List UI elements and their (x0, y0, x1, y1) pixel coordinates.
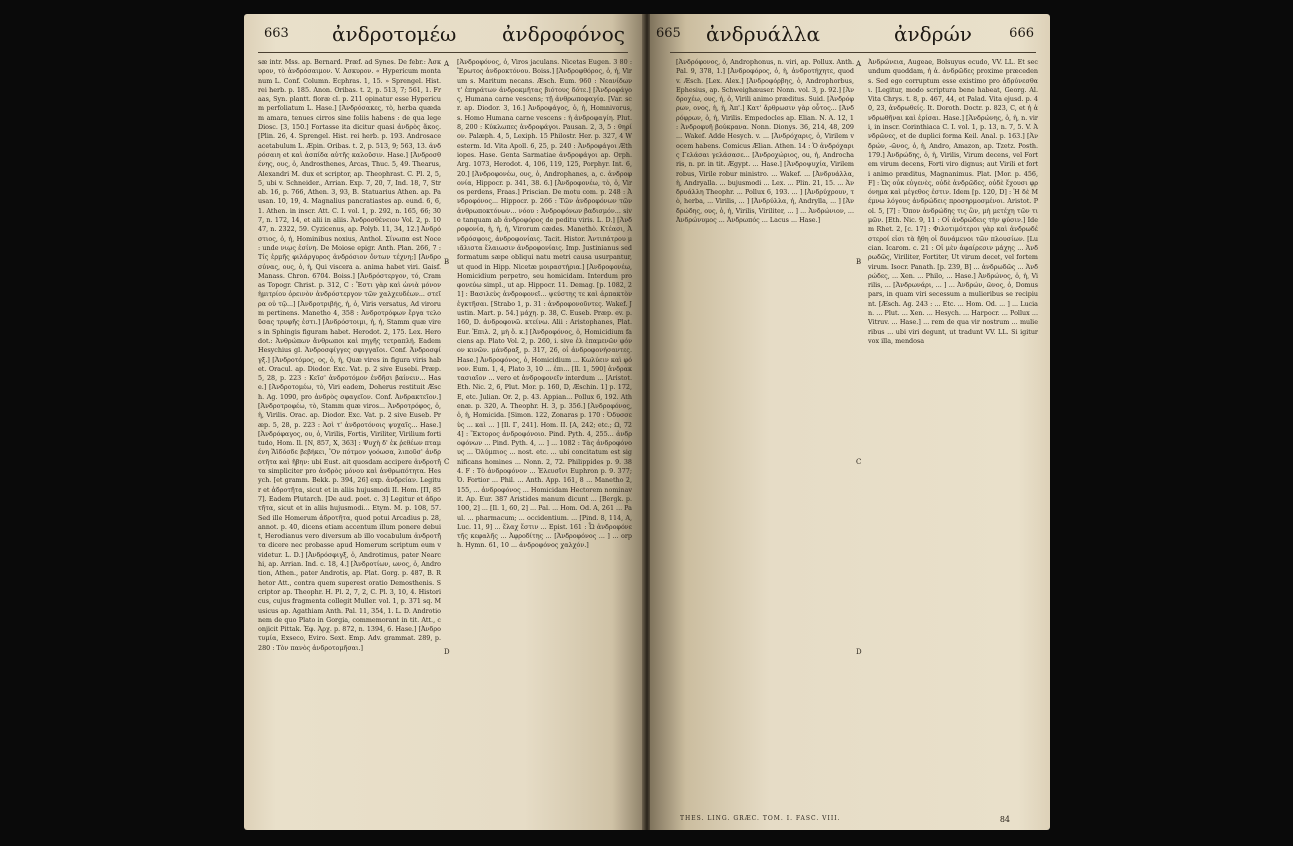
header-rule (670, 52, 1036, 53)
column-marker: C (444, 458, 450, 466)
column-marker: A (856, 60, 862, 68)
dictionary-text: [Ἀνδροφόνος, ὁ, Viros jaculans. Nicetas Eugen. 3 80 : Ἔρωτος ἀνδροκτόνου. Boiss.] [Ἀνδροφθόρος, ὁ, ἡ, Virum s. Maritum necans. Æsch. Eum. 960 : Νεανίδων τ' ἐπηράτων ἀνδροκμῆτας βιότους δότε.] [Ἀνδροφάγος, Humana carne vescens; τῇ ἀνθρωποφαγίᾳ. [Var. scr. ap. Diodor. 3, 16.] Ἀνδροφάγος, ὁ, ἡ, Homnivorus, s. Homo Humana carne vescens : ἡ ἀνδροφαγίη. Plut. 8, 200 : Κύκλωπες ἀνδροφάγοι. Pausan. 2, 3, 5 : θηρίον. Palæph. 4, 5, Lexiph. 15 Philostr. Her. p. 327, 4 Westerm. Id. Vita Apoll. 6, 25, p. 240 : Ἀνδροφάγοι Æthiopes. Hase. Genta Sarmatiae ἀνδροφάγοι ap. Orph. Arg. 1073, Herodot. 4, 106, 119, 125, Porphyr. Int. 6, 20.] [Ἀνδροφονέω, ους, ὁ, Androphanes, a, c. ἀνδροφονία, Hippocr. p. 341, 38. 6.] [Ἀνδροφονέω, τὸ, ὁ, Viros perdens, Fraas.] Priscian. De motu com. p. 248 : Ἀνδροφόνος... Hippocr. p. 266 : Τῶν ἀνδροφόνων τῶν ἀνθρωποκτόνων... νόου : Ἀνδροφόνων βαδισμόν... sive tanquam ab ἀνδροφόρος de peditu viris. L. D.] [Ἀνδροφονία, ἡ, ἡ, ἡ, Virorum cædes. Manethò. Κτέασι, Ἀνδρόσφοις, ἀνδροφονίαις. Tacit. Histor. Ἀντιπάτρου μιᾶλιστα ἔλαιωσιν ἀνδροφονίαις. Imp. Justinianus sed formatum sæpe obliqui natu metri causa usurpantur, ut quod in Hipp. Nicetæ μοιραστήρια.] [Ἀνδροφονέω, Homicidium perpetro, seu homicidam. Interdum pro φονεύω simpl., ut ap. Hippocr. 11. Demag. [p. 1082, 21] : Βασιλεὺς ἀνδροφονεῖ... ψεύστης τε καὶ ἀρπακτὸν ἐγκτῆσαι. [Strabo 1, p. 31 : ἀνδροφονοῦντες. Wakef. Justin. Mart. p. 54.] μάχη. p. 38, C. Euseb. Præp. ev. p. 160, D. ἀνδροφονῶ. κτείνω. Alii : Aristophanes, Plat. Eur. Ἐπιλ. 2, μὴ ὅ. κ.] [Ἀνδροφόνος, ὁ, Homicidium faciens ap. Plato Vol. 2, p. 260, i. sive ἐλ ἐπαμενῶν φόνον κινῶν. μάνδραξ, p. 317, 26, οἱ ἀνδροφονήσαντες. Hase.] Ἀνδροφόνος, ὁ, Homicidium ... Κωλύειν καὶ φόνον. Eum. 1, 4, Plato 3, 10 ... ἐπι... [Il. 1, 590] ἀνδρακτασιαῖον ... vero et ἀνδροφονεῖν interdum ... [Aristot. Eth. Nic. 2, 6, Plut. Mor. p. 160, D, Æschin. 1] p. 172, E, etc. Julian. Or. 2, p. 43. Appian... Pollux 6, 192. Athenæ. p. 320, A. Theophr. H. 3, p. 356.] [Ἀνδροφόνος, ὁ, ἡ, Homicida. [Simon. 122, Zonaras p. 170 : Ὁδυσσεὺς ... καὶ ... ] [Il. Γ, 241]. Hom. II. [A, 242; etc.; Ω, 724] : Ἕκτορος ἀνδροφόνοιο. Pind. Pyth. 4, 255... ἀνδροφόνων ... Pind. Pyth. 4, ... ] ... 1082 : Τὰς ἀνδροφόνους ... Ὀλύμπιος ... nost. etc. ... ubi concitatum est significans homines ... Nonn. 2, 72. Philippides p. 9. 384. F : Τὸ ἀνδροφόνον ... Ἐλευσῖνι Euphron p. 9. 377; Ὁ. Fortior ... Phil. ... Anth. App. 161, 8 ... Manetho 2, 155, ... ἀνδροφόνος ... Homicidam Hectorem nominavit. Ap. Eur. 387 Aristides manum dicunt ... [Bergk. p. 100, 2] ... [Il. 1, 60, 2] ... Pal. ... Hom. Od. A, 261 ... Paul. ... pharmacum; ... occidentium. ... [Pind. 8, 114, A, Luc. 11, 9] ... ἔλαχ ἔστιν ... Epist. 161 : Ὦ ἀνδροφόνε τῆς κεφαλῆς ... Ἀφροδίτης ... [Ἀνδροφόνος ... ] ... orph. Hymn. 61, 10 ... ἀνδροφόνος χαλχόν.] (457, 58, 635, 550)
running-headword: ἀνδροφόνος (502, 22, 625, 46)
page-number-left-edge: 665 (656, 26, 681, 41)
column-marker: C (856, 458, 862, 466)
page-number: 663 (264, 26, 289, 41)
signature-mark: 84 (999, 815, 1010, 824)
text-columns (258, 58, 635, 816)
column-left (258, 58, 444, 816)
column-left (676, 58, 857, 816)
column-marker: B (444, 258, 450, 266)
column-right (457, 58, 635, 816)
page-number: 666 (1009, 26, 1034, 41)
open-book (244, 14, 1050, 830)
dictionary-text: [Ἀνδρόφονος, ὁ, Androphonus, n. viri, ap. Pollux. Anth. Pal. 9, 378, 1.] [Ἀνδροφόρος, ὁ, ἡ, ἀνδροτήχητε, quod v. Æsch. [Lex. Alex.] [Ἀνδροφόρβης, ὁ, Androphorbus, Ephesius, ap. Schweighæuser. Nonn. vol. 3, p. 92.] [Ἀνδροχέω, ους, ἡ, ὁ, Virili animo præditus. Suid. [Ἀνδρόφρων, ονος, ἡ, ἡ, Ἀπ'.] Κατ' ἄρθρωσιν γὰρ οὗτος... [Ἀνδρόφρων, ὁ, ἡ, Virilis. Empedocles ap. Elian. N. A. 12, 1 : Ἀνδροφυῆ βούκρανα. Nonn. Dionys. 36, 214, 48, 209 ... Wakef. Adde Hesych. v. ... [Ἀνδρόχαρις, ὁ, Virilem vocem habens. Comicus Ælian. Athen. 14 : Ὁ ἀνδρόχαρις Γελάσαι γελάσασε... [Ἀνδροχώριος, ou, ἡ, Androcharis, n. pr. in tit. Ægypt. ... Hase.] [Ἀνδροψυχία, Virilem robus, Virile robur ministro. ... Wakef. ... [Ἀνδρυάλλα, ἡ, Andryalla. ... bujusmodi ... Lex. ... Plin. 21, 15. ... Ἀνδρυάλλη Theophr. ... Pollux 6, 193. ... ] [Ἀνδρύχρουν, τὸ, herba, ... Virilis, ... ] [Ἀνδρύλλα, ἡ, Andrylla, ... ] [Ἀνδρώδης, ους, ὁ, ἡ, Virilis, Viriliter, ... ] ... Ἀνδρώνιον, ... Ἀνδρώνυμος ... Ἀνδρωπός ... Lacus ... Hase.] (676, 58, 857, 225)
header-rule (258, 52, 628, 53)
left-page (244, 14, 644, 830)
right-page (650, 14, 1050, 830)
running-headword: ἀνδρών (894, 22, 972, 46)
column-marker: D (444, 648, 450, 656)
column-marker: D (856, 648, 862, 656)
text-columns (664, 58, 1041, 816)
fascicle-footer: THES. LING. GRÆC. TOM. I. FASC. VIII. (680, 815, 841, 822)
column-marker: A (444, 60, 450, 68)
dictionary-text: Ἀνδρώνεια, Augeae, Bolsuyus ecudo, VV. LL. Et secundum quoddam, ἡ ἀ. ἀνδρῶδες proxime præcedens. Sed ego corruptum esse existimo pro ἀδρύνεσθαι. [Legitur, modo scriptura bene habeat, Georg. Al. Vita Chrys. t. 8, p. 467, 44, et Palad. Vita ejusd. p. 40, 23, ἀνδρωθείς. It. Doroth. Doctr. p. 823, C, et ἡ ἀνδρωθῆναι καὶ ἐρίσαι. Hase.] [Ἀνδρώνης, ὁ, ἡ, n. viri, in inscr. Corinthiaca C. I. vol. 1, p. 13, n. 7, 5. V. Ἀνδρῶνες, et de duplici forma Keil. Anal. p. 163.] [Ἀνδρών, -ῶνος, ὁ, ἡ, Andro, Amazon, ap. Tzetz. Posth. 179.] Ἀνδρώδης, ὁ, ἡ, Virilis, Virum decens, vel Fortem virum decens, Forti viro dignus; aut Virili et forti animo præditus, Magnanimus. Plat. [Mor. p. 456, F] : Ὡς οὐκ εὐγενὲς, οὐδὲ ἀνδρῶδες, οὐδὲ ἔχουσι φρόνημα καὶ μέγεθος ἐστιν. Idem [p. 120, D] : Ἡ δὲ Μέμνω λόγους ἀνδρώδεις προσηρμοσμένοι. Aristot. Pol. 5, [7] : Ὄπον ἀνδρώδης τις ὢν, μὴ μετέχη τῶν τιμῶν. [Eth. Nic. 9, 11 : Οἱ ἀνδρώδεις τὴν φύσιν.] Idem Rhet. 2, [c. 17] : Φιλοτιμότεροι γὰρ καὶ ἀνδρωδέστεροί εἰσι τὰ ἤθη οἱ δυνάμενοι τῶν πλουσίων. [Lucian. Icarom. c. 21 : Οἱ μὲν ἀφαίρεσιν μάχης ... Ἀνδρωδῶς, Viriliter, Fortiter, Ut virum decet, vel fortem virum. Isocr. Panath. [p. 239, B] ... ἀνδρωδῶς ... Ἀνδρώδες, ... Xen. ... Philo, ... Hase.] Ἀνδρώνος, ὁ, ἡ, Virilis, ... [Ἀνδρωνάρι, ... ] ... Ἀνδρών, ῶνος, ὁ, Domus pars, in quam viri secessum a mulieribus se recipiunt. [Æsch. Ag. 243 : ... Etc. ... Hom. Od. ... ] ... Lucian. ... Plut. ... Xen. ... Hesych. ... Harpocr. ... Pollux ... Vitruv. ... Hase.] ... rem de qua vir nostrum ... mulieribus ... ubi viri degunt, ut tradunt VV. LL. Si igitur vox illa, mendosa (868, 58, 1041, 345)
running-headword: ἀνδρυάλλα (706, 22, 820, 46)
dictionary-text: sæ intr. Mss. ap. Bernard. Præf. ad Synes. De febr.: Ἀσκυρον, τὸ ἀνδρόσαιμον. V. Ἀσκυρον. « Hypericum montanum L. Conf. Column. Ecphras. 1, 15. » Sprengel. Hist. rei herb. p. 185. Anon. Oribas. t. 2, p. 513, 7; 561, 1. Fraas, Syn. plantt. floræ cl. p. 211 opinatur esse Hypericum perfoliatum L. Hase.] [Ἀνδρόσακες, τὸ, herba quædam amara, tenues cirros sine foliis habens : de qua lege Diosc. [3, 150.] Fortasse ita dicitur quasi ἀνδρὸς ἄκος. [Plin. 26, 4. Sprengel. Hist. rei herb. p. 193. Androsace acetabulum L. Æpin. Oribas. t. 2, p. 513, 9; 563, 13. ἀνδρόσαιη et καὶ ἀσπίδα αὐτῆς καλοῦσιν. Hase.] [Ἀνδροσθένης, ους, ὁ, Androsthenes, Arcas, Thuc. 5, 49. Thearus, Alexandri M. dux et scriptor, ap. Theophrast. C. Pl. 2, 5, 5, ubi v. Schneider., Arrian. Exp. 7, 20, 7, Ind. 18, 7, Strab. 16, p. 766, Athen. 3, 93, B. Statuarius Athen. ap. Pausan. 10, 19, 4. Magnalius pancratiastes ap. eund. 6, 6, 1. Athen. in inscr. Att. C. I. vol. 1, p. 292, n. 165, 66; 307, n. 172, 14, et alii in aliis. Ἀνδροσθένειον Vol. 2, p. 1047, n. 2322, 59. Cyzicenus, ap. Polyb. 11, 34, 12.] Ἀνδρόστιος, ὁ, ἡ, Hominibus noxius, Anthol. Σίνωπα est Noce : unde νιῳς ἐσίνη. De Moiose epigr. Anth. Plan. 266, 7 : Τίς ἑρμῆς φιλάργυρος ἀνδρόσιον ὄντων τέχνη;] [Ἀνδροσύνας, ους, ὁ, ἡ, Qui viscera a. anima habet viri. Gaisf. Manass. Chron. 6704. Boiss.] [Ἀνδρόστεργον, τό, Cramas Topogr. Christ. p. 312, C : Ἔστι γὰρ καὶ ὡνιὰ μόνον ἡμιτρίου ὀρεινὸν ἀνδρόστεργον τῶν χαλχευδέων... στεῖρα οὐ τῷ...] [Ἀνδροτριβής, ἡ, ὁ, Viris versatus, Ad virorum pertinens. Manetho 4, 358 : Ἀνδροτρόφων ἔργα τελοῦσας τρυφῆς ἐστι.] [Ἀνδρόστοιμι, ἡ, ἡ, Stamm quæ vires in Sphingis figuram habet. Herodot. 2, 175. Lex. Herodot.: Ἀνθρώπων ἄνθρωποι καὶ πηγῆς τετραπλή. Eadem Hesychius gl. Ἀνδροσφίγγες σφιγγαῖοι. Conf. Ἀνδροσφίγξ.] [Ἀνδροτόμος, ος, ὁ, ἡ, Quæ vires in figura viris habet. Oracul. ap. Diodor. Exc. Vat. p. 2 sive Eusebi. Præp. 5, 28, p. 223 : Κεῖσ' ἀνδροτόμον ἐνδῆσι βαίνειν... Hase.] [Ἀνδροτομέω, τὸ, Viri eadem, Doherus restituit Æsch. Ag. 1090, pro ἀνδρὸς σφαγεῖον. Conf. Ἀνδρακτεῖον.] [Ἀνδροτροφέω, τὸ, Stamm quæ viros... Ἀνδροτρόφος, ὁ, ἡ, Virilis. Orac. ap. Diodor. Exc. Vat. p. 2 sive Euseb. Præp. 5, 28, p. 223 : Ἀσὶ τ' ἀνδροτόνοις ψυχαῖς... Hase.] [Ἀνδρόφαγος, ου, ὁ, Virilis, Fortis, Viriliter, Virilium fortitudo, Hom. Il. [N, 857, X, 363] : Ψυχὴ δ' ἐκ ῥεθέων πταμένη Ἄϊδόσδε βεβήκει, Ὃν πότμον γοόωσα, λιποῦσ' ἀνδροτῆτα καὶ ἥβην: ubi Eust. ait quosdam accipere ἀνδροτῆτα simpliciter pro ἀνδρὸς μόνου καὶ ἀνθρωπότητα. Hesych. [et gramm. Bekk. p. 394, 26] exp. ἀνδρείαν. Legitur et ἀδροτῆτα, sicut et in aliis hujusmodi II. Hom. [Π, 857]. Eadem Plutarch. [De aud. poet. c. 3] Legitur et ἀδροτῆτα, sicut et in aliis hujusmodi... Etym. M. p. 108, 57. Sed ille Homerum ἀδροτῆτα, quod potui Arcadius p. 28, annot. p. 40, dicens etiam accentum illum ponere debuit, Herodianus vero diversum ab illo vocabulum ἀνδροτῆτα dicere nec probasse apud Homerum scriptum eum v videtur. L. D.] [Ἀνδρόσφιγξ, ὁ, Androtimus, pater Nearchi, ap. Arrian. Ind. c. 18, 4.] [Ἀνδροτίων, ωνος, ὁ, Androtion, Athen., pater Androtis, ap. Plat. Gorg. p. 487, B. Rhetor Att., contra quem superest oratio Demosthenis. Scriptor ap. Theophr. H. Pl. 2, 7, 2, C. Pl. 3, 10, 4. Historicus, cujus fragmenta collegit Muller. vol. 1, p. 371 sq. Musicus ap. Agathiam Anth. Pal. 11, 354, 1. L. D. Androtionem de quo Plato in Gorgia, commemorant in tit. Att., conjicit Pittak. Ἐφ. Ἀρχ. p. 872, n. 1394, 6. Hase.] [Ἀνδροτυμία, Exseco, Eviro. Sext. Emp. Adv. grammat. 289, p. 280 : Τὸν πανὸς ἀνδροτομῆσαι.] (258, 58, 444, 652)
column-marker: B (856, 258, 862, 266)
column-right (868, 58, 1041, 816)
running-headword: ἀνδροτομέω (332, 22, 457, 46)
